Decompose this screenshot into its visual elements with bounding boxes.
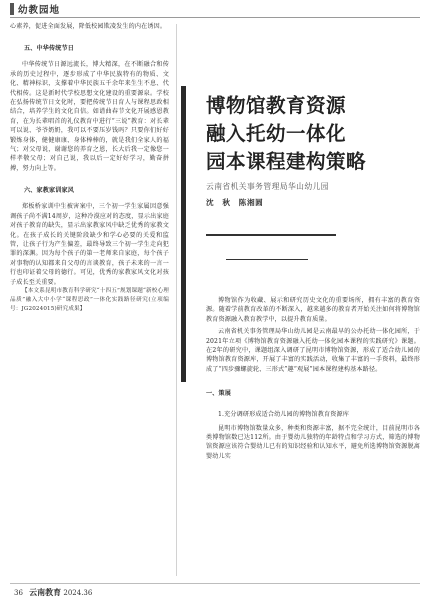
- author-names: 沈 秋 陈湘圆: [206, 198, 264, 207]
- page-number: 36: [14, 589, 23, 597]
- author-affiliation: 云南省机关事务管理局华山幼儿园: [206, 182, 329, 191]
- magazine-name: 云南教育: [29, 587, 62, 597]
- section5-heading: 五、中华传统节日: [24, 45, 74, 53]
- fund-note: 【本文系昆明市教育科学研究“十四五”规划课题“新校心理品质”融入大中小学“课程思政”一体化实践路径研究(立项编号：JG2024015)研究成果】: [10, 287, 169, 312]
- title-accent-bar: [181, 86, 186, 382]
- body-paragraph-1: 博物馆作为收藏、展示和研究历史文化的重要场所，拥有丰富的教育资源。随着学前教育改革的不断深入，越来越多的教育者开始关注如何将博物馆教育资源融入教育教学中，以提升教育质量。: [206, 297, 420, 323]
- subsection1-heading: 1.充分调研形成适合幼儿园的博物馆教育资源库: [218, 411, 349, 419]
- issue-number: 2024.36: [63, 589, 93, 597]
- title-line-2: 融入托幼一体化: [206, 122, 347, 145]
- column-title: 幼教园地: [18, 5, 61, 16]
- section6-heading: 六、家教家训家风: [24, 187, 74, 195]
- intro-paragraph: 心素养，促进全面发展，降低校园欺凌发生的内在诱因。: [10, 23, 167, 30]
- title-line-1: 博物馆教育资源: [206, 94, 347, 117]
- body-paragraph-2: 云南省机关事务管理局华山幼儿园是云南最早的公办托幼一体化园所，于2021年立项《博物馆教育资源融入托幼一体化园本课程的实践研究》课题。在2年的研究中，课题组深入调研了昆明市博物馆资源，形成了适合幼儿园的博物馆教育资源库，开展了丰富的实践活动，收集了丰富的一手资料，最终形成了“四步骤螺旋轮、三形式”趣“观展”园本课程建构基本路径。: [206, 328, 420, 373]
- title-rule-long: [206, 234, 336, 236]
- footer: [14, 587, 92, 598]
- section6-paragraph: 郑板桥家训中生被害案中，三个初一学生家属因意强调孩子尚不满14周岁，这种冷漠应对的态度，显示出家庭对孩子教育的缺失，显示出家教家风中缺乏优秀的家教文化。在孩子成长的关键阶段缺少和学心必要的关爱和监管，让孩子行为产生偏差，最终导致三个初一学生走向犯罪的深渊。因为每个孩子的第一老师来自家庭，每个孩子对事物的认知都来自父母的言谈教育，孩子未来的一言一行也印证着父母的德行。可见，优秀的家教家风文化对孩子成长至关重要。: [10, 203, 169, 286]
- header-accent-bar: [10, 3, 14, 15]
- right-column: [206, 296, 420, 461]
- footer-divider: [10, 583, 420, 584]
- title-line-3: 园本课程建构策略: [206, 150, 367, 173]
- article-title: [206, 92, 420, 176]
- header-divider: [10, 17, 420, 18]
- title-rule-short: [226, 259, 308, 260]
- section5-paragraph: 中华传统节日源远流长，博大精深，在不断融合和传承的历史过程中，逐步形成了中华民族特有的物质、文化、精神标识，支撑着中华民族五千余年来生生不息、代代相传。这是新时代学校思想文化建设的重要源泉。学校在弘扬传统节日文化时，要把传统节日育人与课程思政相结合，培养学生的文化自信。如谱曲春节文化开展感恩教育，在为长辈唱首的礼仪教育中进行“三说”教育：对长辈可以说、爷爷奶奶，我可以不要压岁钱吗？只要你们好好锻炼身体，健健康康、身体棒棒的，就是我们全家人的福气；对父母说，谢谢您的养育之恩，长大后我一定像您一样孝敬父母；对自己说，我以后一定好好学习，勤奋拼搏，努力向上等。: [10, 61, 169, 172]
- section1-heading: 一、策展: [206, 390, 231, 398]
- left-column: [10, 22, 169, 314]
- column-divider: [176, 24, 177, 576]
- subsection1-paragraph: 昆明市博物馆数量众多，种类和资源丰富，据不完全统计，目前昆明市各类博物馆数已达112所。由于婴幼儿独特的年龄特点和学习方式，筛选的博物馆资源应该符合婴幼儿已有的知识经验和认知水平，避免所选博物馆资源脱离婴幼儿实: [206, 424, 420, 460]
